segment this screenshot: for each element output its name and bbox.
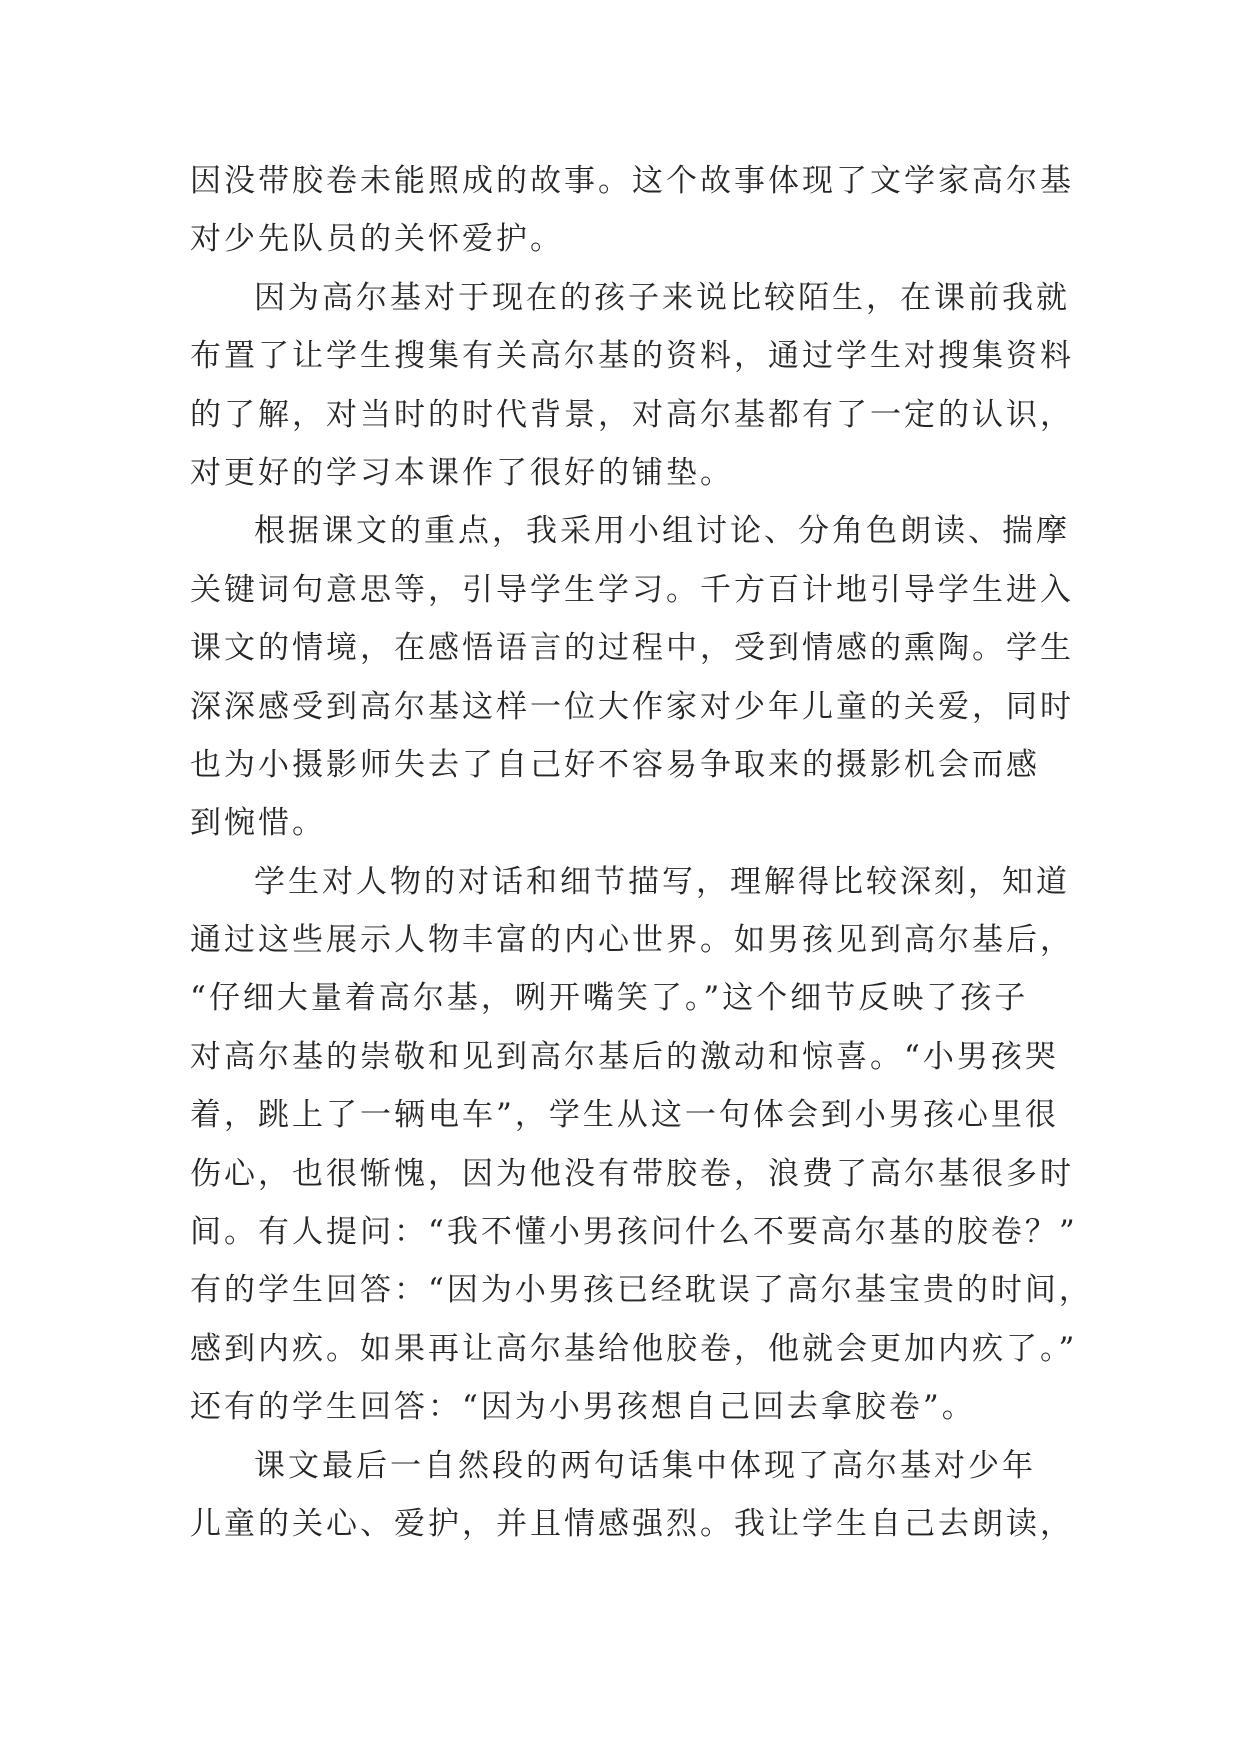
text-line: 对更好的学习本课作了很好的铺垫。 (190, 454, 734, 491)
text-line: 布置了让学生搜集有关高尔基的资料，通过学生对搜集资料 (190, 338, 1074, 375)
text-line: “仔细大量着高尔基，咧开嘴笑了。”这个细节反映了孩子 (190, 980, 1029, 1017)
text-line: 有的学生回答：“因为小男孩已经耽误了高尔基宝贵的时间， (190, 1272, 1093, 1309)
text-line: 学生对人物的对话和细节描写，理解得比较深刻，知道 (254, 863, 1070, 900)
text-line: 儿童的关心、爱护，并且情感强烈。我让学生自己去朗读， (190, 1505, 1074, 1542)
paragraph-4 (190, 853, 1093, 1437)
text-line: 因为高尔基对于现在的孩子来说比较陌生，在课前我就 (254, 279, 1070, 316)
text-line: 到惋惜。 (190, 805, 326, 842)
text-line: 伤心，也很惭愧，因为他没有带胶卷，浪费了高尔基很多时 (190, 1155, 1074, 1192)
paragraph-2 (190, 269, 1074, 503)
text-line: 间。有人提问：“我不懂小男孩问什么不要高尔基的胶卷？” (190, 1214, 1078, 1251)
text-line: 课文最后一自然段的两句话集中体现了高尔基对少年 (254, 1447, 1036, 1484)
text-line: 关键词句意思等，引导学生学习。千方百计地引导学生进入 (190, 571, 1074, 608)
text-line: 还有的学生回答：“因为小男孩想自己回去拿胶卷”。 (190, 1389, 976, 1426)
text-line: 也为小摄影师失去了自己好不容易争取来的摄影机会而感 (190, 746, 1040, 783)
text-line: 的了解，对当时的时代背景，对高尔基都有了一定的认识， (190, 396, 1074, 433)
text-line: 感到内疚。如果再让高尔基给他胶卷，他就会更加内疚了。” (190, 1330, 1078, 1367)
body-text (190, 152, 1093, 1553)
text-line: 对少先队员的关怀爱护。 (190, 221, 564, 258)
text-line: 对高尔基的崇敬和见到高尔基后的激动和惊喜。“小男孩哭 (190, 1038, 1059, 1075)
text-line: 课文的情境，在感悟语言的过程中，受到情感的熏陶。学生 (190, 630, 1074, 667)
paragraph-5 (190, 1437, 1074, 1554)
text-line: 深深感受到高尔基这样一位大作家对少年儿童的关爱，同时 (190, 688, 1074, 725)
text-line: 通过这些展示人物丰富的内心世界。如男孩见到高尔基后， (190, 922, 1074, 959)
paragraph-3 (190, 502, 1074, 852)
paragraph-1 (190, 152, 1074, 269)
text-line: 根据课文的重点，我采用小组讨论、分角色朗读、揣摩 (254, 513, 1070, 550)
text-line: 因没带胶卷未能照成的故事。这个故事体现了文学家高尔基 (190, 163, 1074, 199)
text-line: 着，跳上了一辆电车”，学生从这一句体会到小男孩心里很 (190, 1097, 1059, 1134)
